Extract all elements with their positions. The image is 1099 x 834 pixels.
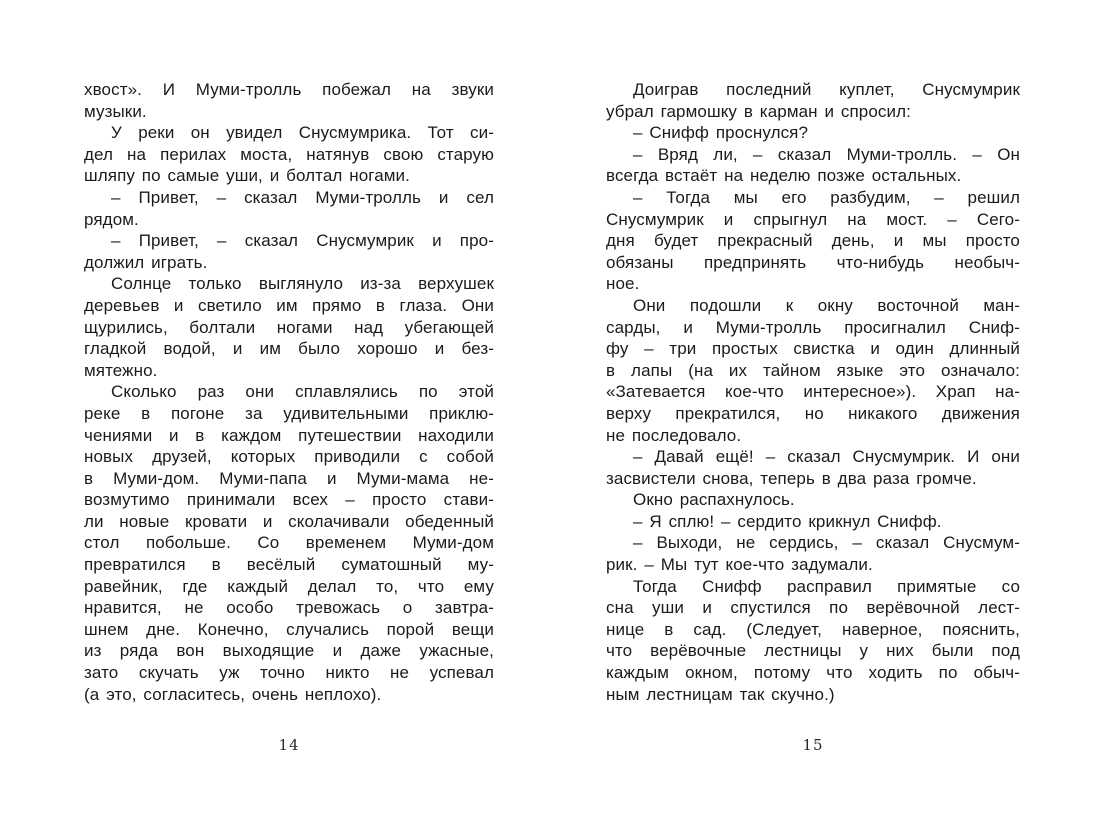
text-line: музыки. [84, 101, 147, 121]
text-line: шляпу по самые уши, и болтал ногами. [84, 166, 410, 186]
text-line: хвост». И Муми-тролль побежал на звуки [84, 80, 494, 99]
text-line: – Вряд ли, – сказал Муми-тролль. – Он [633, 144, 1020, 164]
text-line: нице в сад. (Следует, наверное, пояснить, [606, 619, 1020, 639]
text-line: – Тогда мы его разбудим, – решил [633, 187, 1020, 207]
text-line: фу – три простых свистка и один длинный [606, 339, 1020, 359]
text-line: всегда встаёт на неделю позже остальных. [606, 166, 962, 186]
text-line: возмутимо принимали всех – просто стави- [84, 490, 494, 510]
text-line: Сколько раз они сплавлялись по этой [111, 382, 494, 402]
text-line: Тогда Снифф расправил примятые со [633, 576, 1020, 596]
text-line: – Выходи, не сердись, – сказал Снусмум- [633, 533, 1020, 553]
text-line: – Снифф проснулся? [633, 123, 809, 143]
text-line: в Муми-дом. Муми-папа и Муми-мама не- [84, 468, 494, 488]
text-line: чениями и в каждом путешествии находили [84, 425, 494, 445]
text-line: деревьев и светило им прямо в глаза. Они [84, 295, 494, 315]
text-line: должил играть. [84, 252, 208, 272]
text-line: Они подошли к окну восточной ман- [633, 295, 1020, 315]
text-line: каждым окном, потому что ходить по обыч- [606, 663, 1020, 683]
text-line: – Привет, – сказал Муми-тролль и сел [111, 187, 494, 207]
text-line: щурились, болтали ногами над убегающей [84, 317, 494, 337]
text-line: в лапы (на их тайном языке это означало: [606, 360, 1020, 380]
text-line: нравится, не особо тревожась о завтра- [84, 598, 494, 618]
text-line: «Затевается кое-что интересное»). Храп на- [606, 382, 1020, 402]
text-line: Снусмумрик и спрыгнул на мост. – Сего- [606, 209, 1020, 229]
text-line: шнем дне. Конечно, случались порой вещи [84, 619, 494, 639]
text-line: гладкой водой, и им было хорошо и без- [84, 339, 494, 359]
text-line: зато скучать уж точно никто не успевал [84, 663, 494, 683]
text-line: что верёвочные лестницы у них были под [606, 641, 1020, 661]
text-line: ли новые кровати и сколачивали обеденный [84, 511, 494, 531]
page-right-text-column [606, 79, 1020, 705]
text-line: – Я сплю! – сердито крикнул Снифф. [633, 511, 942, 531]
text-line: Солнце только выглянуло из-за верхушек [111, 274, 494, 294]
text-line: Окно распахнулось. [633, 490, 795, 510]
text-line: не последовало. [606, 425, 742, 445]
text-line: равейник, где каждый делал то, что ему [84, 576, 494, 596]
text-line: (а это, согласитесь, очень неплохо). [84, 684, 382, 704]
page-number-right: 15 [802, 736, 824, 754]
text-line: рик. – Мы тут кое-что задумали. [606, 555, 873, 575]
text-line: ным лестницам так скучно.) [606, 684, 835, 704]
text-line: засвистели снова, теперь в два раза громче. [606, 468, 977, 488]
text-line: сна уши и спустился по верёвочной лест- [606, 598, 1020, 618]
page-left-text-column [84, 79, 494, 705]
text-line: обязаны предпринять что-нибудь необыч- [606, 252, 1020, 272]
text-line: верху прекратился, но никакого движения [606, 403, 1020, 423]
text-line: убрал гармошку в карман и спросил: [606, 101, 911, 121]
text-line: – Привет, – сказал Снусмумрик и про- [111, 231, 494, 251]
text-line: рядом. [84, 209, 139, 229]
text-line: превратился в весёлый суматошный му- [84, 555, 494, 575]
page-number-left: 14 [278, 736, 300, 754]
text-line: Доиграв последний куплет, Снусмумрик [633, 80, 1020, 99]
text-line: новых друзей, которых приводили с собой [84, 447, 494, 467]
text-line: сарды, и Муми-тролль просигналил Сниф- [606, 317, 1020, 337]
text-line: стол побольше. Со временем Муми-дом [84, 533, 494, 553]
text-line: У реки он увидел Снусмумрика. Тот си- [111, 123, 494, 143]
text-line: – Давай ещё! – сказал Снусмумрик. И они [633, 447, 1020, 467]
text-line: мятежно. [84, 360, 158, 380]
text-line: из ряда вон выходящие и даже ужасные, [84, 641, 494, 661]
text-line: реке в погоне за удивительными приклю- [84, 403, 494, 423]
text-line: дел на перилах моста, натянув свою старую [84, 144, 494, 164]
text-line: ное. [606, 274, 640, 294]
text-line: дня будет прекрасный день, и мы просто [606, 231, 1020, 251]
